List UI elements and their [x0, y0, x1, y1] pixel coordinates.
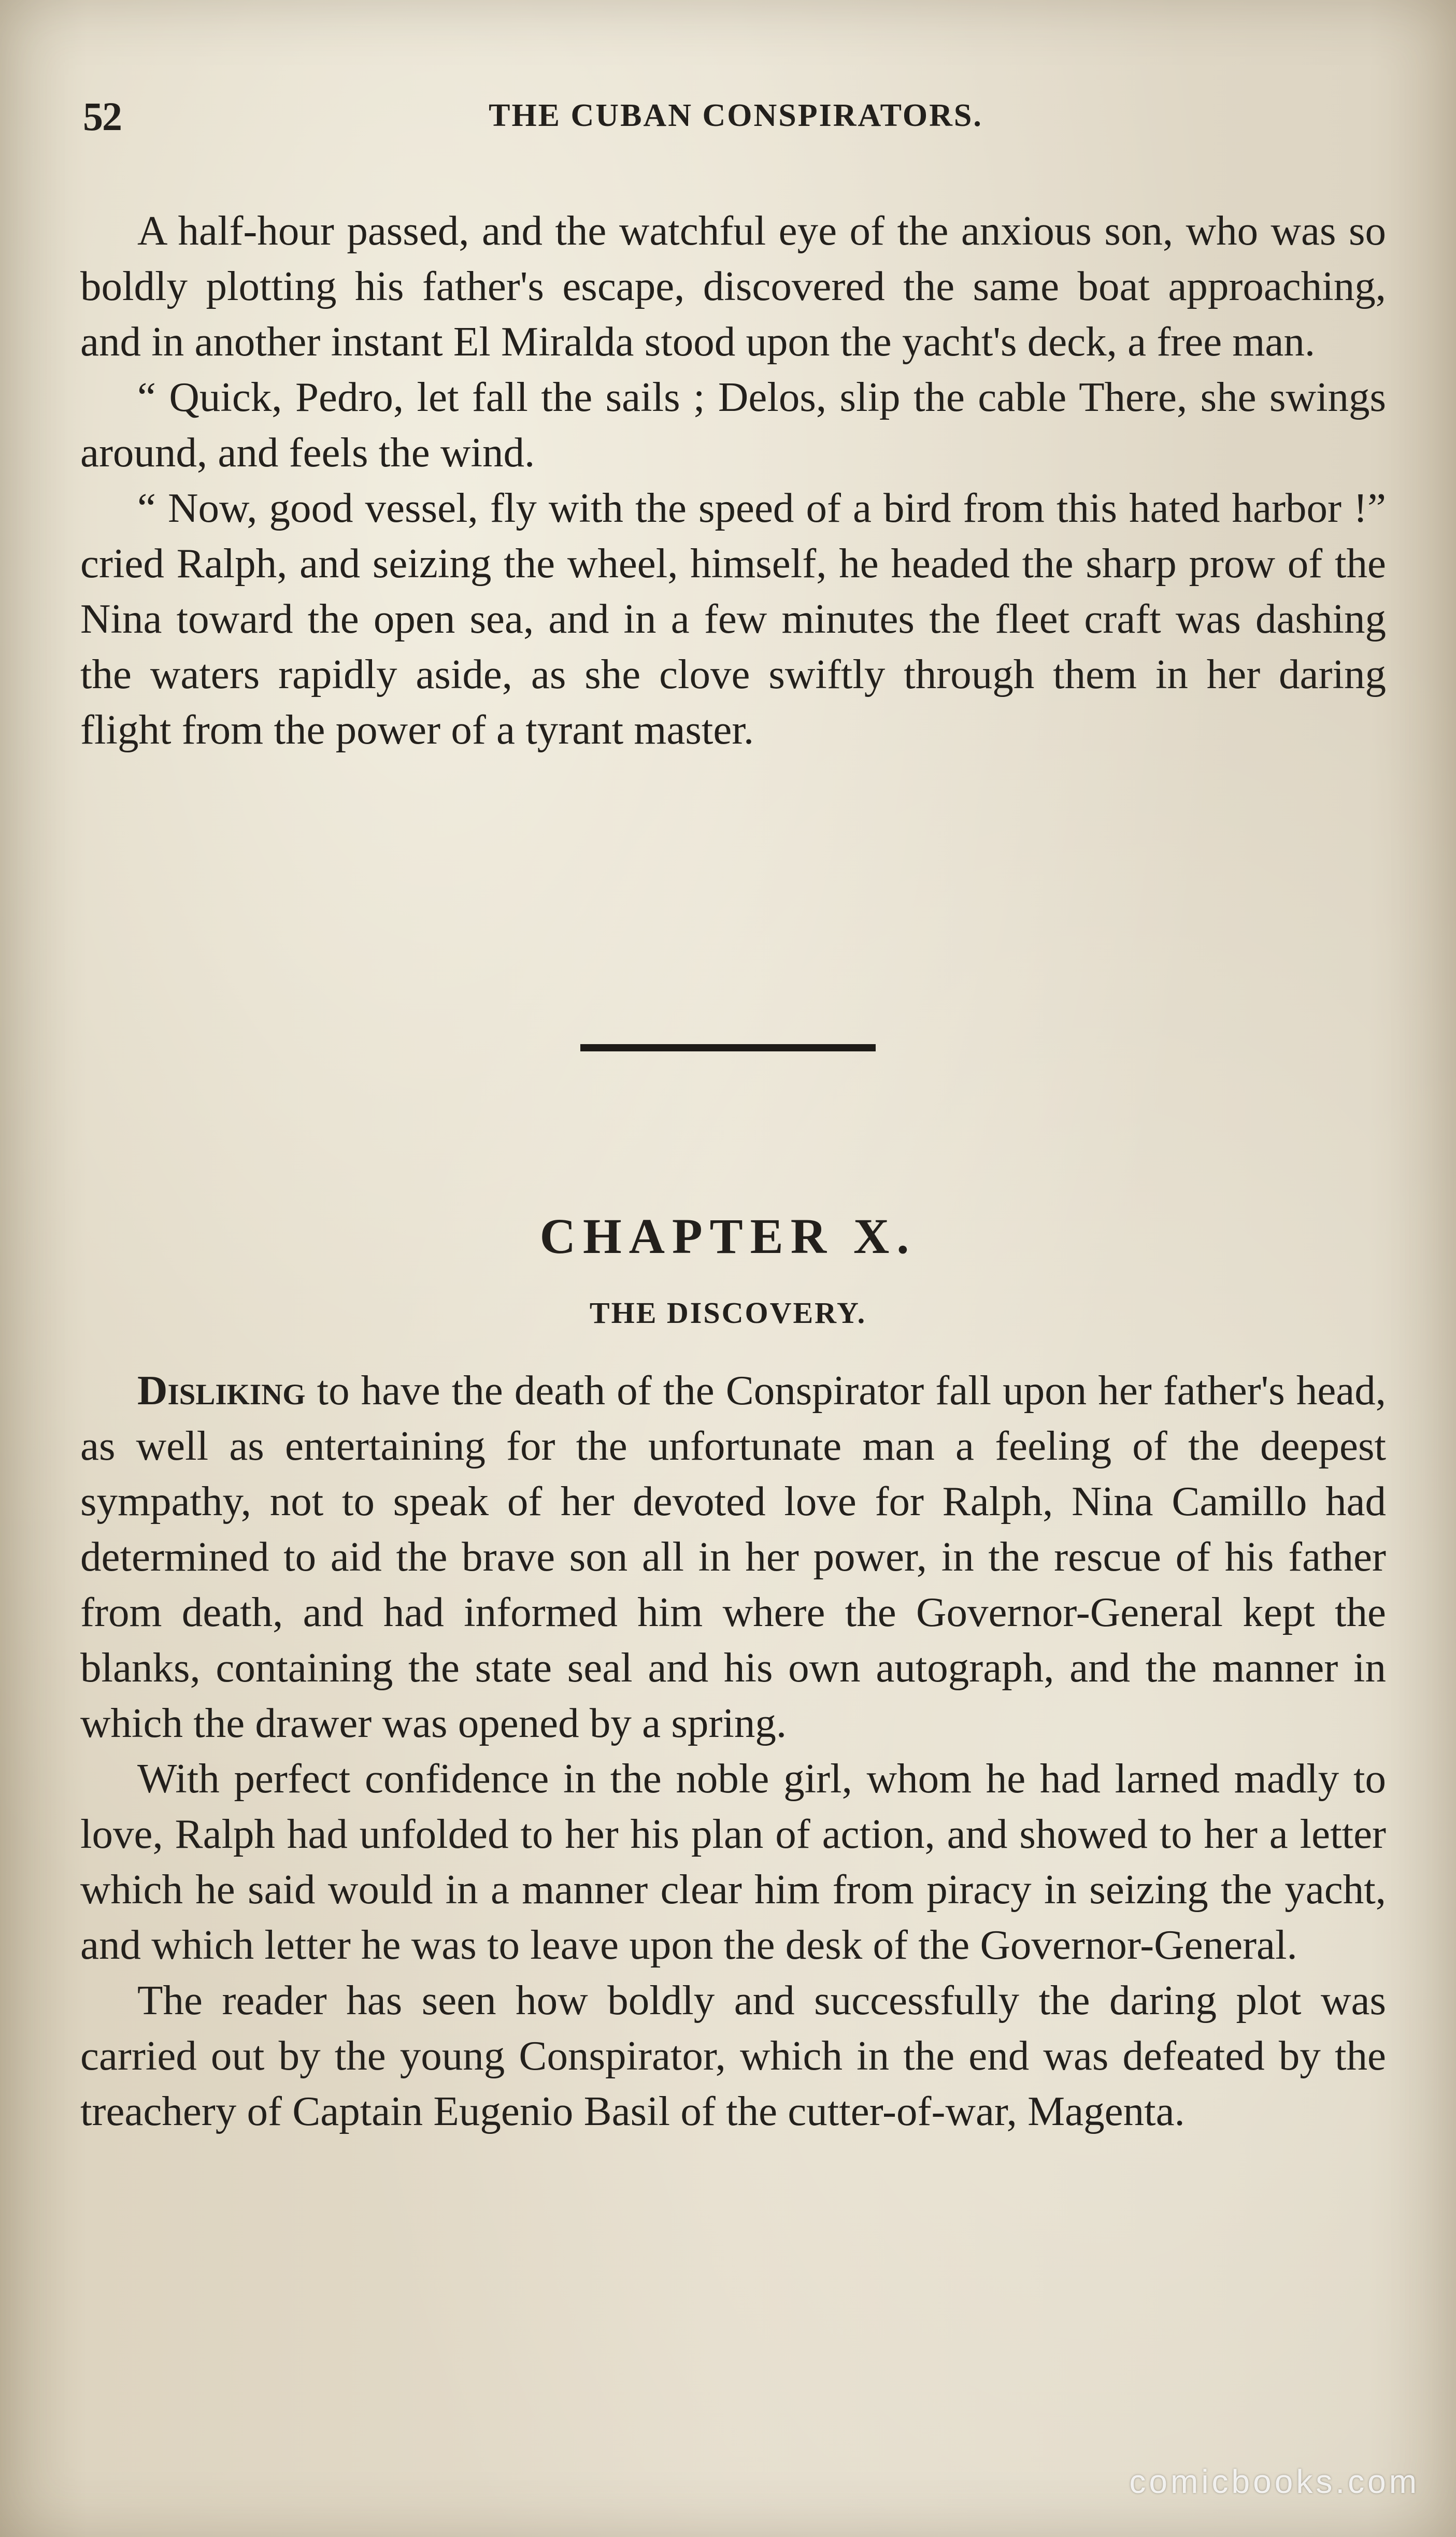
watermark-text: comicbooks.com: [1129, 2463, 1420, 2500]
drop-lead-word: Disliking: [137, 1367, 306, 1414]
text-block-bottom: [80, 1363, 1386, 2139]
text-block-top: [80, 203, 1386, 758]
running-head: [83, 93, 1389, 140]
running-title: THE CUBAN CONSPIRATORS.: [489, 98, 983, 133]
paragraph: The reader has seen how boldly and successfully the daring plot was carried out by the young Conspirator, which in the end was defeated by the treachery of Captain Eugenio Basil of the cutter-of-war, Magenta.: [80, 1977, 1386, 2134]
chapter-subtitle: THE DISCOVERY.: [589, 1296, 867, 1330]
paragraph: “ Now, good vessel, fly with the speed of a bird from this hated harbor !” cried Ralph, and seizing the wheel, himself, he headed the sharp prow of the Nina toward the open sea, and in a few minutes the fleet craft was dashing the waters rapidly aside, as she clove swiftly through them in her daring flight from the power of a tyrant master.: [80, 484, 1386, 753]
chapter-opening-paragraph: [80, 1363, 1386, 1751]
page-number: 52: [83, 94, 121, 139]
section-divider: [580, 1044, 876, 1051]
paragraph: A half-hour passed, and the watchful eye of the anxious son, who was so boldly plotting his father's escape, discovered the same boat approaching, and in another instant El Miralda stood upon the yacht's deck, a free man.: [80, 207, 1386, 365]
chapter-title: CHAPTER X.: [539, 1208, 917, 1264]
opening-paragraph-text: to have the death of the Conspirator fall upon her father's head, as well as entertaining for the unfortunate man a feeling of the deepest sympathy, not to speak of her devoted love for Ralph, Nina Camillo had determined to aid the brave son all in her power, in the rescue of his father from death, and had informed him where the Governor-General kept the blanks, containing the state seal and his own autograph, and the manner in which the drawer was opened by a spring.: [80, 1367, 1386, 1746]
paragraph: With perfect confidence in the noble girl, whom he had larned madly to love, Ralph had unfolded to her his plan of action, and showed to her a letter which he said would in a manner clear him from piracy in seizing the yacht, and which letter he was to leave upon the desk of the Governor-General.: [80, 1755, 1386, 1968]
paragraph: “ Quick, Pedro, let fall the sails ; Delos, slip the cable There, she swings around, and feels the wind.: [80, 374, 1386, 476]
